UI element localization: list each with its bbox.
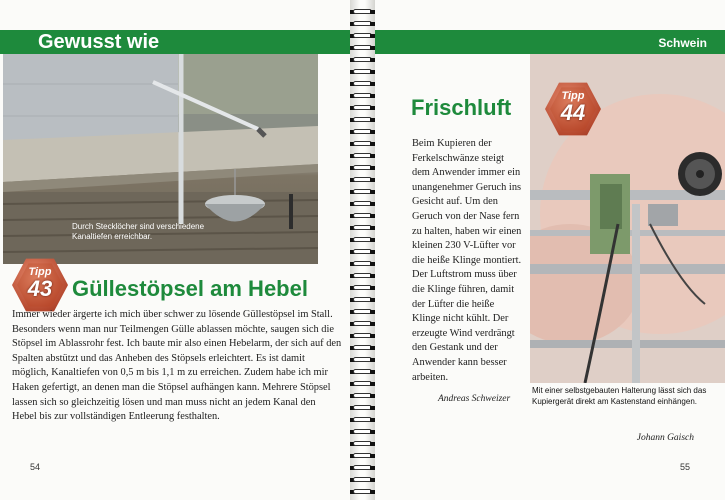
binding-ring (350, 368, 375, 376)
binding-ring (350, 212, 375, 220)
spiral-binding (350, 0, 375, 500)
tip-badge-44 (545, 81, 601, 137)
binding-ring (350, 344, 375, 352)
binding-ring (350, 56, 375, 64)
binding-ring (350, 476, 375, 484)
binding-ring (350, 20, 375, 28)
article-paragraph: Beim Kupieren der Ferkelschwänze steigt dem Anwender immer ein unangenehmer Geruch ins Gesicht auf. Um den Geruch von der Nase fern zu halten, haben wir einen kleinen 230 V-Lüfter vor die heiße Klinge montiert. Der Luftstrom muss über die Klinge führen, damit der Lüfter die heiße Klinge nicht kühlt. Der erzeugte Wind verdrängt den Gestank und der Anwender kann besser arbeiten. (412, 138, 522, 383)
binding-ring (350, 248, 375, 256)
binding-ring (350, 128, 375, 136)
binding-ring (350, 284, 375, 292)
page-number-right: 55 (680, 462, 691, 472)
binding-ring (350, 8, 375, 16)
binding-ring (350, 392, 375, 400)
binding-ring (350, 452, 375, 460)
section-title: Gewusst wie (38, 31, 160, 53)
binding-ring (350, 224, 375, 232)
binding-ring (350, 200, 375, 208)
article-body-right (412, 137, 524, 385)
author-right: Andreas Schweizer (438, 394, 511, 404)
binding-ring (350, 488, 375, 496)
binding-ring (350, 308, 375, 316)
tip-badge-label: Tipp (561, 90, 585, 102)
tip-badge-43 (12, 257, 68, 313)
page-number-left: 54 (30, 462, 41, 472)
binding-ring (350, 92, 375, 100)
binding-ring (350, 152, 375, 160)
binding-ring (350, 44, 375, 52)
binding-ring (350, 320, 375, 328)
binding-ring (350, 260, 375, 268)
right-photo-caption: Mit einer selbstgebauten Halterung lässt sich das Kupiergerät direkt am Kastenstand einhängen. (532, 386, 707, 406)
article-paragraph: Immer wieder ärgerte ich mich über schwer zu lösende Güllestöpsel im Stall. Besonders wenn man nur Teilmengen Gülle ablassen möchte, saugen sich die Stöpsel im Ablassrohr fest. Ich baute mir also einen Hebelarm, der sich auf den Spalten abstützt und das Anheben des Stöpsels erleichtert. Es ist damit möglich, Kanaltiefen von 0,5 m bis 1,1 m zu erreichen. Zudem habe ich mir Haken gefertigt, an denen man die Stöpsel aufhängen kann. Mehrere Stöpsel lassen sich so gleichzeitig lösen und man muss nicht an jedem Kanal den Hebel bis zur vollständigen Entleerung festhalten. (12, 309, 342, 423)
binding-ring (350, 296, 375, 304)
binding-ring (350, 416, 375, 424)
binding-ring (350, 356, 375, 364)
binding-ring (350, 176, 375, 184)
binding-ring (350, 80, 375, 88)
binding-ring (350, 404, 375, 412)
tip-badge-number: 43 (27, 276, 53, 301)
binding-ring (350, 272, 375, 280)
binding-ring (350, 440, 375, 448)
left-photo-caption: Durch Stecklöcher sind verschiedene Kanaltiefen erreichbar. (72, 222, 205, 241)
binding-ring (350, 380, 375, 388)
binding-ring (350, 140, 375, 148)
binding-ring (350, 104, 375, 112)
binding-ring (350, 464, 375, 472)
binding-ring (350, 68, 375, 76)
tip-badge-number: 44 (560, 100, 586, 125)
binding-ring (350, 332, 375, 340)
article-title-right: Frischluft (411, 95, 512, 120)
author-left: Johann Gaisch (636, 433, 694, 443)
binding-ring (350, 428, 375, 436)
article-body-left (12, 308, 342, 425)
binding-ring (350, 116, 375, 124)
binding-ring (350, 164, 375, 172)
binding-ring (350, 236, 375, 244)
tip-badge-label: Tipp (28, 266, 52, 278)
binding-ring (350, 32, 375, 40)
section-name: Schwein (658, 36, 707, 50)
article-title-left: Güllestöpsel am Hebel (72, 276, 308, 301)
binding-ring (350, 188, 375, 196)
